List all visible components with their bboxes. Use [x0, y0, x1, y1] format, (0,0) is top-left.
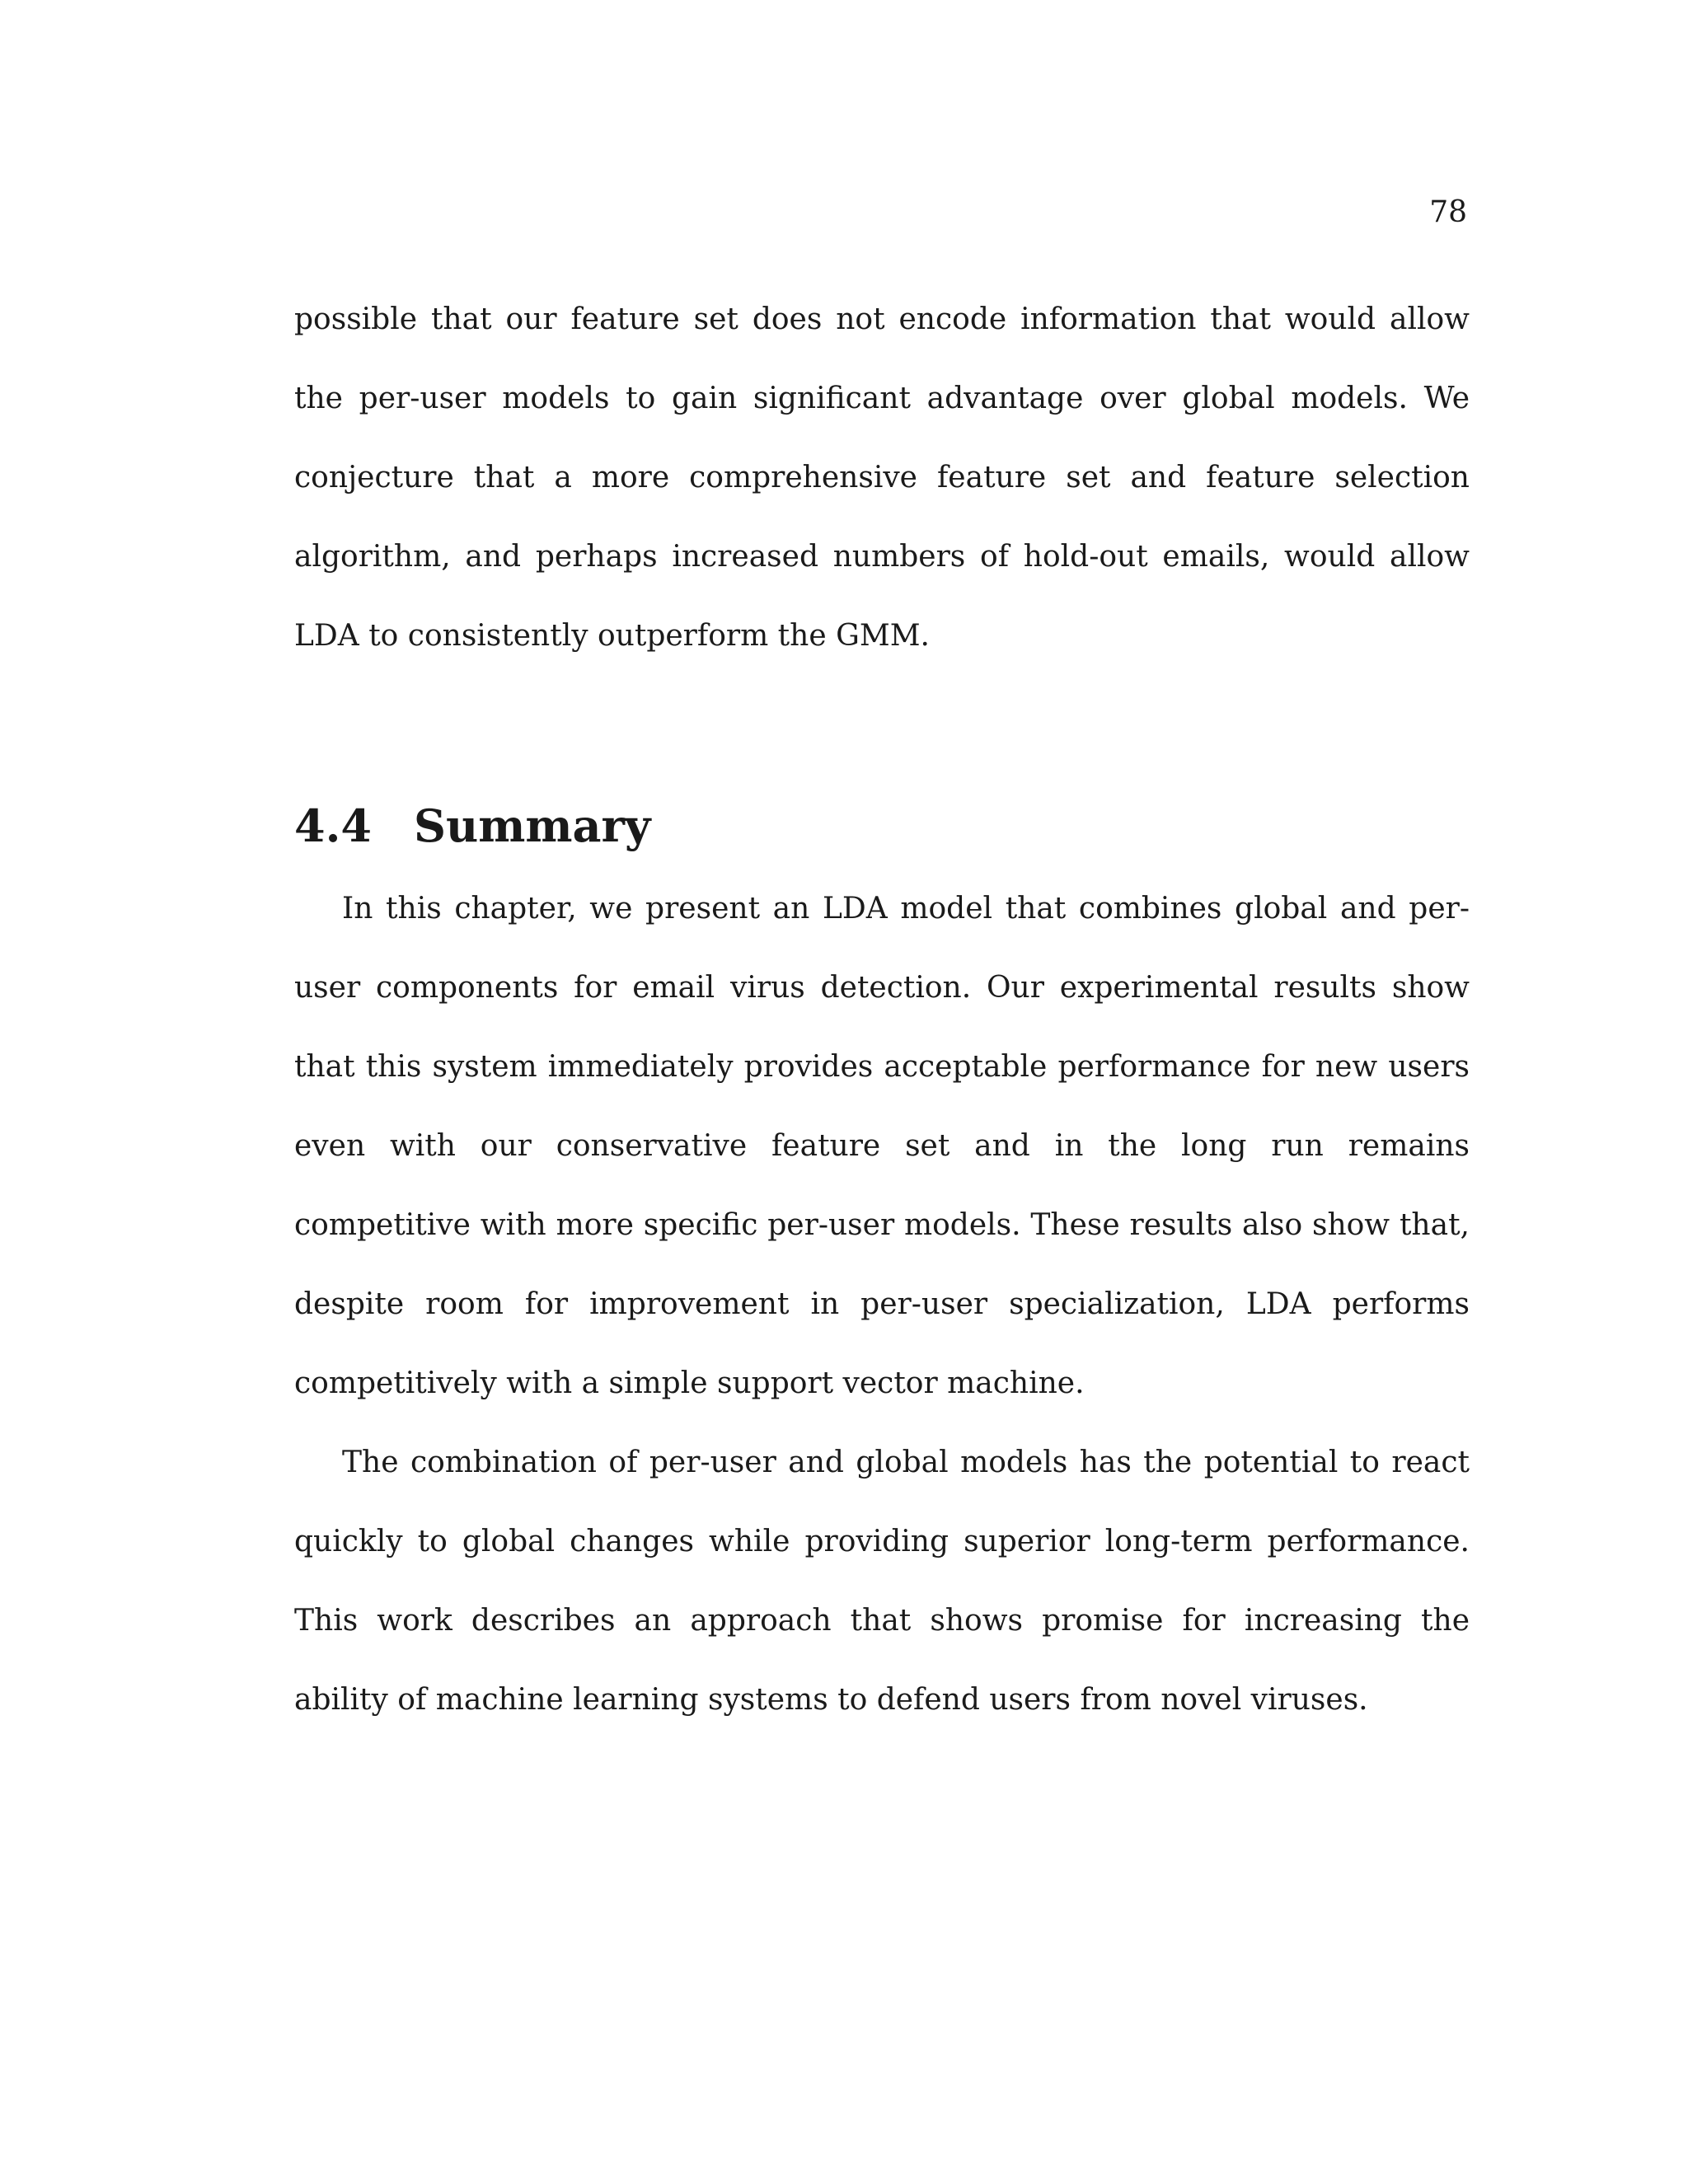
section-heading [294, 799, 651, 852]
summary-text [294, 869, 1470, 1740]
section-number: 4.4 [294, 799, 372, 852]
continuation-paragraph: possible that our feature set does not encode information that would allow the per-user models to gain significant advantage over global models. We conjecture that a more comprehensive feature set and feature selection algorithm, and perhaps increased numbers of hold-out emails, would allow LDA to consistently outperform the GMM. [294, 302, 1470, 653]
summary-paragraph-1: In this chapter, we present an LDA model that combines global and per-user components for email virus detection. Our experimental results show that this system immediately provides acceptable performance for new users even with our conservative feature set and in the long run remains competitive with more specific per-user models. These results also show that, despite room for improvement in per-user specialization, LDA performs competitively with a simple support vector machine. [294, 892, 1470, 1400]
section-title: Summary [414, 799, 651, 852]
continuation-text [294, 280, 1470, 676]
summary-paragraph-2: The combination of per-user and global models has the potential to react quickly to global changes while providing superior long-term performance. This work describes an approach that shows promise for increasing the ability of machine learning systems to defend users from novel viruses. [294, 1446, 1470, 1717]
page-number: 78 [1429, 195, 1467, 229]
